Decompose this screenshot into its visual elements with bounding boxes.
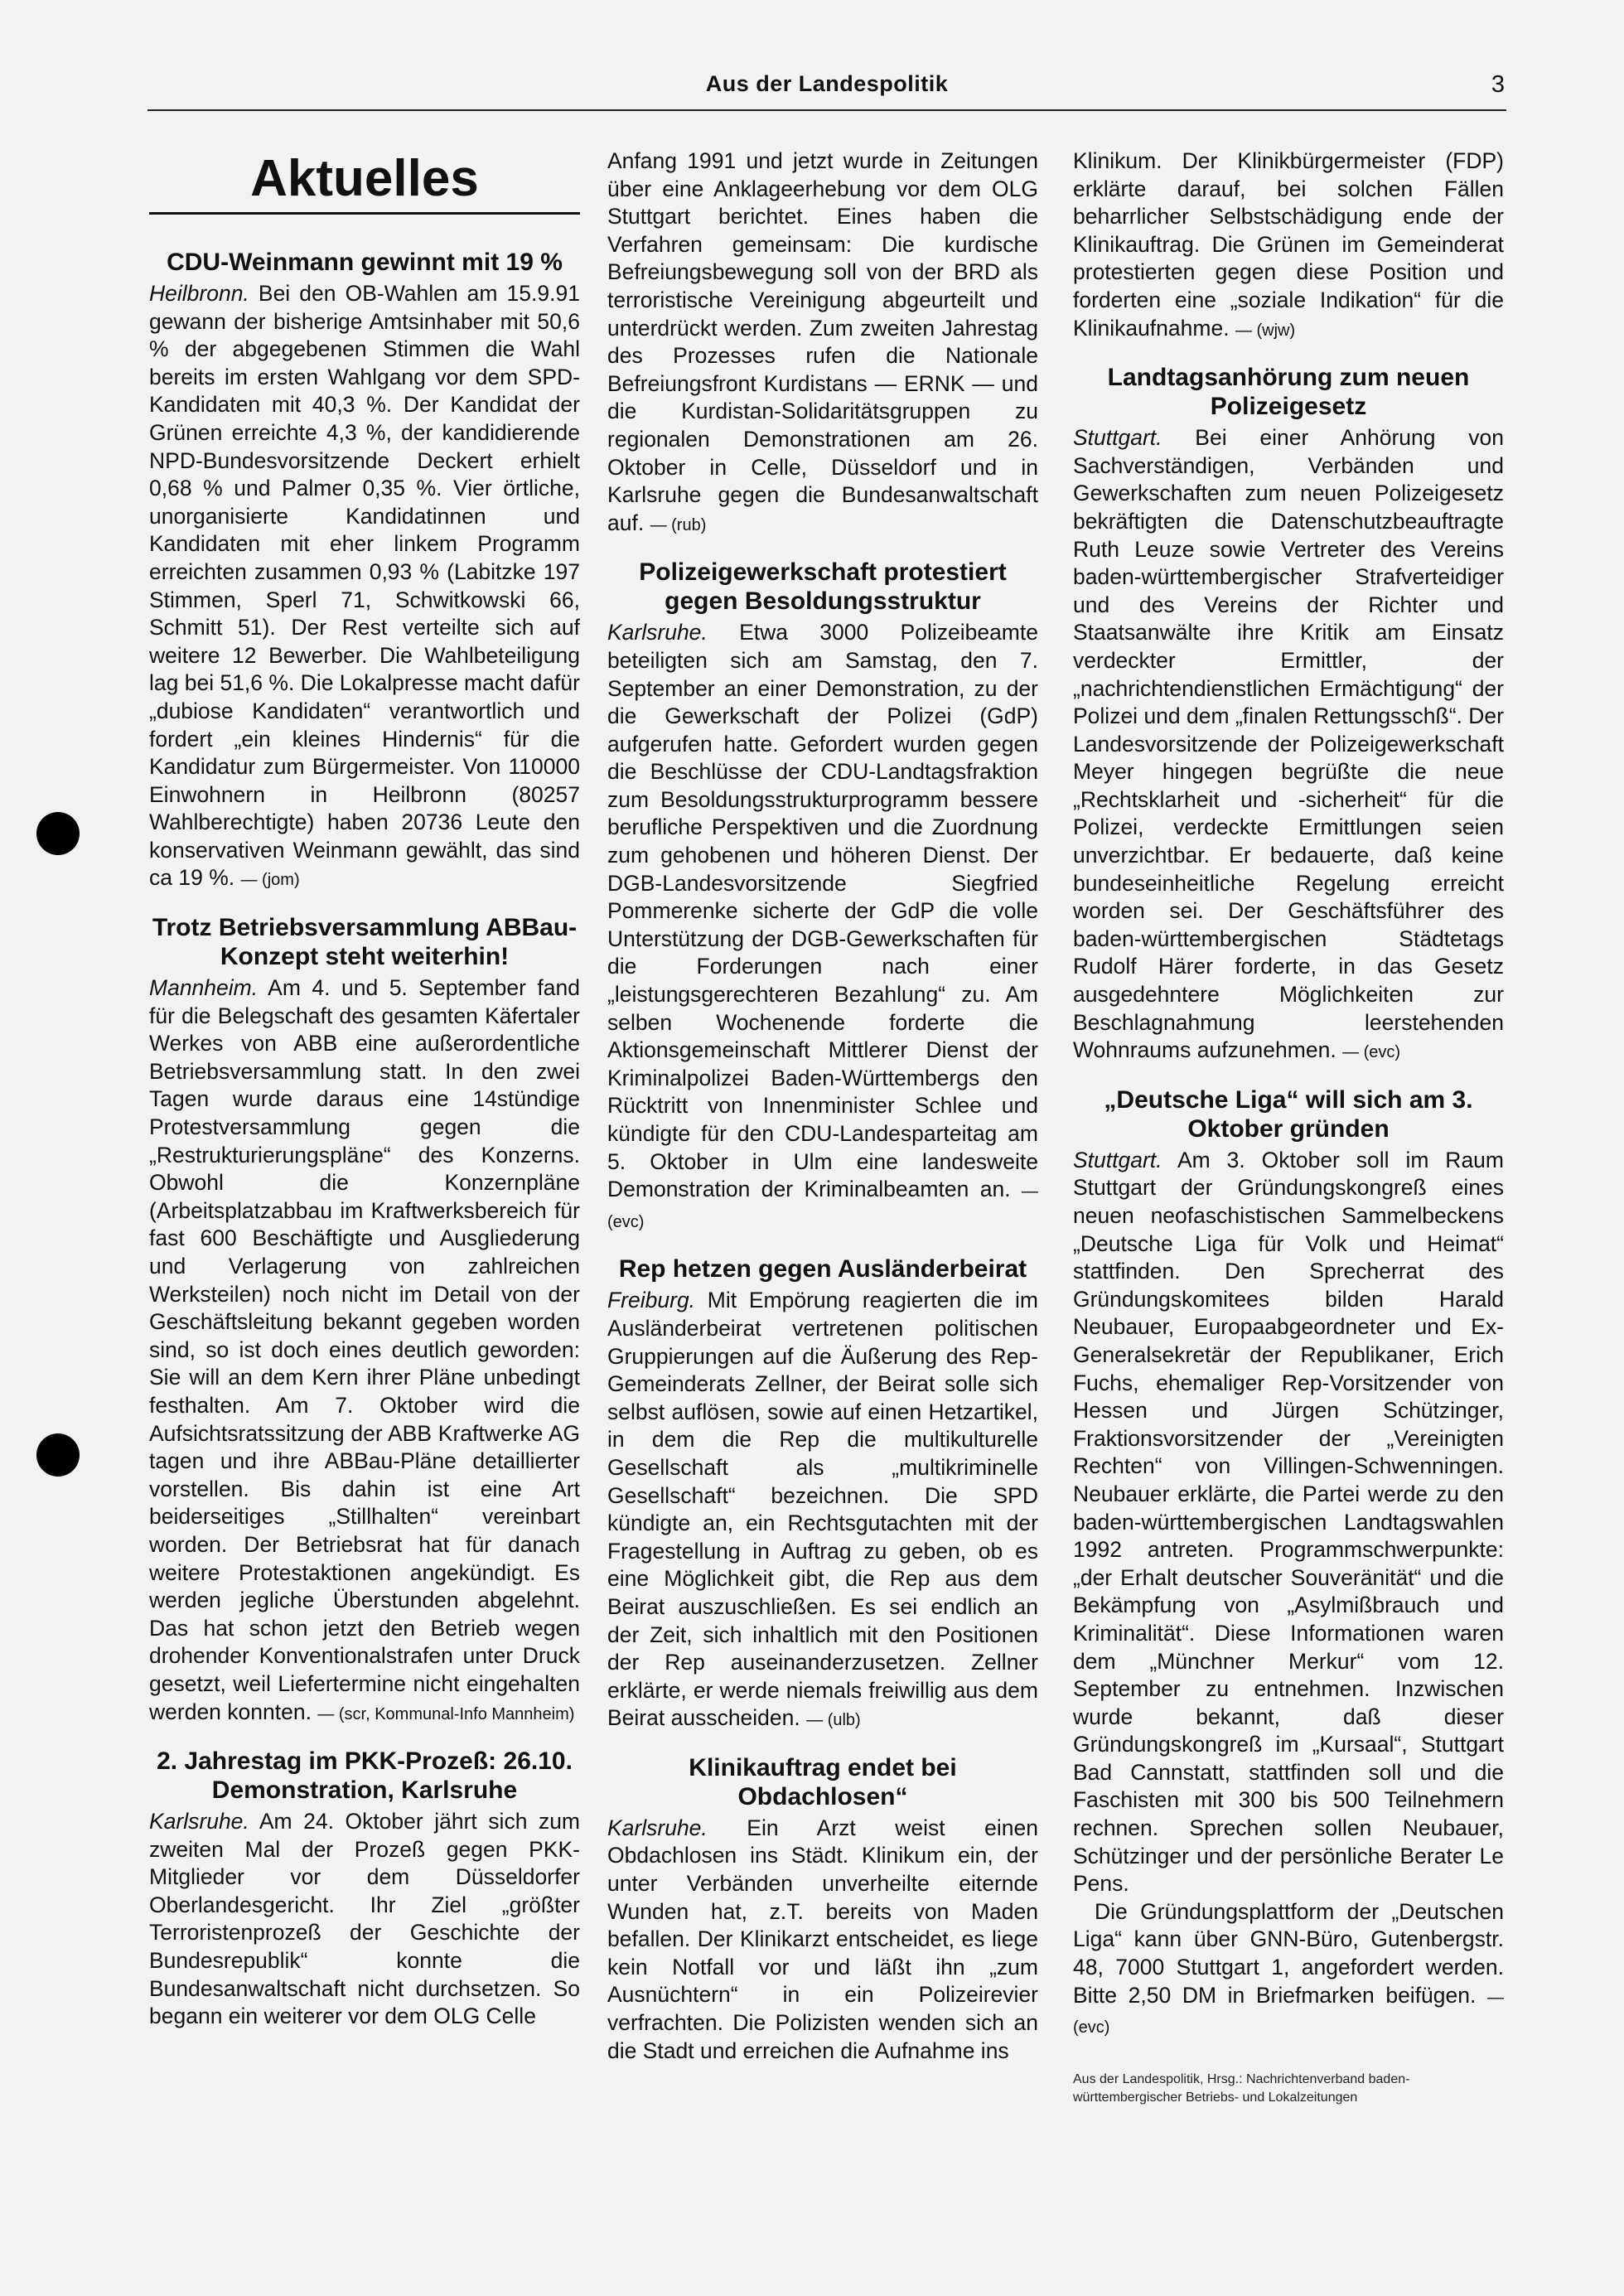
article-body	[149, 1808, 580, 2031]
column-2	[607, 147, 1038, 2083]
article-place: Karlsruhe.	[607, 1815, 708, 1840]
article-signature: — (ulb)	[806, 1711, 861, 1730]
article-body	[1073, 424, 1504, 1067]
article-place: Heilbronn.	[149, 281, 249, 306]
article-polizeigesetz	[1073, 363, 1504, 1067]
article-klinikauftrag-continued	[1073, 147, 1504, 345]
article-title: „Deutsche Liga“ will sich am 3. Oktober gründen	[1104, 1085, 1473, 1143]
article-place: Karlsruhe.	[149, 1809, 249, 1834]
article-place: Karlsruhe.	[607, 620, 708, 645]
article-signature: — (rub)	[650, 515, 707, 534]
article-body	[607, 147, 1038, 539]
article-text: Klinikum. Der Klinikbürgermeister (FDP) erklärte darauf, bei solchen Fällen beharrlicher Selbstschädigung ende der Klinikauftrag. Die Grünen im Gemeinderat protestierten gegen diese Position und forderten eine „soziale Indikation“ für die Klinikaufnahme.	[1073, 148, 1504, 341]
article-deutsche-liga	[1073, 1085, 1504, 2042]
article-title: 2. Jahrestag im PKK-Prozeß: 26.10. Demonstration, Karlsruhe	[157, 1747, 573, 1805]
article-cdu-weinmann	[149, 248, 580, 895]
article-body-paragraph-2	[1073, 1898, 1504, 2042]
article-pkk-prozess	[149, 1747, 580, 2031]
article-signature: — (jom)	[240, 871, 300, 890]
running-head: Aus der Landespolitik	[705, 71, 949, 96]
article-body	[607, 1815, 1038, 2065]
punch-hole-top	[36, 812, 80, 855]
article-place: Freiburg.	[607, 1288, 696, 1313]
article-title: Trotz Betriebsversammlung ABBau-Konzept steht weiterhin!	[152, 914, 578, 971]
article-place: Stuttgart.	[1073, 425, 1162, 451]
article-signature: — (evc)	[1073, 1988, 1504, 2037]
article-text: Am 4. und 5. September fand für die Belegschaft des gesamten Käfertaler Werkes von ABB eine außerordentliche Betriebsversammlung statt. In den zwei Tagen wurde daraus eine 14stündige Protestversammlung gegen die „Restrukturierungspläne“ des Konzerns. Obwohl die Konzernpläne (Arbeitsplatzabbau im Kraftwerksbereich für fast 600 Beschäftigte und Ausgliederung und Verlagerung von zahlreichen Werksteilen) noch nicht im Detail von der Geschäftsleitung bekannt gegeben worden sind, so ist doch eines deutlich geworden: Sie will an dem Kern ihrer Pläne unbedingt festhalten. Am 7. Oktober wird die Aufsichtsratssitzung der ABB Kraftwerke AG tagen und ihre ABBau-Pläne detaillierter vorstellen. Bis dahin ist eine Art beiderseitiges „Stillhalten“ vereinbart worden. Der Betriebsrat hat für danach weitere Protestaktionen angekündigt. Es werden jegliche Überstunden abgelehnt. Das hat schon jetzt den Betrieb wegen drohender Konventionalstrafen unter Druck gesetzt, weil Liefertermine nicht eingehalten werden konnten.	[149, 975, 580, 1724]
column-3	[1073, 147, 1504, 2107]
article-text: Bei den OB-Wahlen am 15.9.91 gewann der bisherige Amtsinhaber mit 50,6 % der abgegebenen Stimmen die Wahl bereits im ersten Wahlgang vor dem SPD-Kandidaten mit 40,3 %. Der Kandidat der Grünen erreichte 4,3 %, der kandidierende NPD-Bundesvorsitzende Deckert erhielt 0,68 % und Palmer 0,35 %. Vier örtliche, unorganisierte Kandidatinnen und Kandidaten mit eher linkem Programm erreichten zusammen 0,93 % (Labitzke 197 Stimmen, Sperl 71, Schwitkowski 66, Schmitt 51). Der Rest verteilte sich auf weitere 12 Bewerber. Die Wahlbeteiligung lag bei 51,6 %. Die Lokalpresse macht dafür „dubiose Kandidaten“ verantwortlich und fordert „ein kleines Hindernis“ für die Kandidatur zum Bürgermeister. Von 110000 Einwohnern in Heilbronn (80257 Wahlberechtigte) haben 20736 Leute den konservativen Weinmann gewählt, das sind ca 19 %.	[149, 281, 580, 891]
article-pkk-prozess-continued	[607, 147, 1038, 539]
page-number: 3	[1491, 71, 1505, 98]
article-signature: — (scr, Kommunal-Info Mannheim)	[317, 1704, 575, 1723]
article-body	[149, 280, 580, 895]
article-title: Polizeigewerkschaft protestiert gegen Besoldungsstruktur	[639, 558, 1007, 616]
article-body	[607, 1287, 1038, 1735]
article-place: Stuttgart.	[1073, 1147, 1162, 1172]
section-title: Aktuelles	[149, 151, 580, 215]
article-polizeigewerkschaft	[607, 558, 1038, 1236]
article-text: Anfang 1991 und jetzt wurde in Zeitungen über eine Anklageerhebung vor dem OLG Stuttgart berichtet. Eines haben die Verfahren gemeinsam: Die kurdische Befreiungsbewegung soll von der BRD als terroristische Vereinigung abgeurteilt und unterdrückt werden. Zum zweiten Jahrestag des Prozesses rufen die Nationale Befreiungsfront Kurdistans — ERNK — und die Kurdistan-Solidaritätsgruppen zu regionalen Demonstrationen am 26. Oktober in Celle, Düsseldorf und in Karlsruhe gegen die Bundesanwaltschaft auf.	[607, 148, 1038, 535]
article-title: Klinikauftrag endet bei Obdachlosen“	[689, 1753, 957, 1810]
column-1	[149, 147, 580, 2049]
article-title: Landtagsanhörung zum neuen Polizeigesetz	[1107, 364, 1470, 421]
article-text: Die Gründungsplattform der „Deutschen Liga“ kann über GNN-Büro, Gutenbergstr. 48, 7000 Stuttgart 1, angefordert werden. Bitte 2,50 DM in Briefmarken beifügen.	[1073, 1898, 1504, 2008]
article-text: Mit Empörung reagierten die im Ausländerbeirat vertretenen politischen Gruppierungen auf die Äußerung des Rep-Gemeinderats Zellner, der Beirat solle sich selbst auflösen, sowie auf einen Hetzartikel, in dem die Rep die multikulturelle Gesellschaft als „multikriminelle Gesellschaft“ bezeichnen. Die SPD kündigte an, ein Rechtsgutachten mit der Fragestellung in Auftrag zu geben, ob es eine Möglichkeit gibt, die Rep aus dem Beirat auszuschließen. Es sei endlich an der Zeit, sich inhaltlich mit den Positionen der Rep auseinanderzusetzen. Zellner erklärte, er werde niemals freiwillig aus dem Beirat ausscheiden.	[607, 1288, 1038, 1731]
article-text: Etwa 3000 Polizeibeamte beteiligten sich am Samstag, den 7. September an einer Demonstration, zu der die Gewerkschaft der Polizei (GdP) aufgerufen hatte. Gefordert wurden gegen die Beschlüsse der CDU-Landtagsfraktion zum Besoldungsstrukturprogramm bessere berufliche Perspektiven und die Zuordnung zum gehobenen und höheren Dienst. Der DGB-Landesvorsitzende Siegfried Pommerenke sicherte der GdP die volle Unterstützung der DGB-Gewerkschaften für die Forderungen nach einer „leistungsgerechteren Bezahlung“ zu. Am selben Wochenende forderte die Aktionsgemeinschaft Mittlerer Dienst der Kriminalpolizei Baden-Württembergs den Rücktritt von Innenminister Schlee und kündigte für den CDU-Landesparteitag am 5. Oktober in Ulm eine landesweite Demonstration der Kriminalbeamten an.	[607, 620, 1038, 1202]
article-text: Bei einer Anhörung von Sachverständigen, Verbänden und Gewerkschaften zum neuen Polizeigesetz bekräftigten die Datenschutzbeauftragte Ruth Leuze sowie Vertreter des Vereins baden-württembergischer Strafverteidiger und des Vereins der Richter und Staatsanwälte ihre Kritik am Einsatz verdeckter Ermittler, der „nachrichtendienstlichen Ermächtigung“ der Polizei und dem „finalen Rettungsschß“. Der Landesvorsitzende der Polizeigewerkschaft Meyer hingegen begrüßte die neue „Rechtsklarheit und -sicherheit“ für die Polizei, verdeckte Ermittlungen seien unverzichtbar. Er bedauerte, daß keine bundeseinheitliche Regelung erreicht worden sei. Der Geschäftsführer des baden-württembergischen Städtetags Rudolf Härer forderte, in das Gesetz ausgedehntere Möglichkeiten zur Beschlagnahmung leerstehenden Wohnraums aufzunehmen.	[1073, 425, 1504, 1063]
article-place: Mannheim.	[149, 975, 259, 1001]
article-abbau	[149, 913, 580, 1728]
article-text: Am 24. Oktober jährt sich zum zweiten Mal der Prozeß gegen PKK-Mitglieder vor dem Düsseldorfer Oberlandesgericht. Ihr Ziel „größter Terroristenprozeß der Geschichte der Bundesrepublik“ konnte die Bundesanwaltschaft nicht durchsetzen. So begann ein weiterer vor dem OLG Celle	[149, 1809, 581, 2029]
imprint: Aus der Landespolitik, Hrsg.: Nachrichtenverband baden-württembergischer Betriebs- und Lokalzeitungen	[1073, 2071, 1410, 2105]
article-text: Am 3. Oktober soll im Raum Stuttgart der Gründungskongreß eines neuen neofaschistischen Sammelbeckens „Deutsche Liga für Volk und Heimat“ stattfinden. Den Sprecherrat des Gründungskomitees bilden Harald Neubauer, Europaabgeordneter und Ex-Generalsekretär der Republikaner, Erich Fuchs, ehemaliger Rep-Vorsitzender von Hessen und Jürgen Schützinger, Fraktionsvorsitzender der „Vereinigten Rechten“ von Villingen-Schwenningen. Neubauer erklärte, die Partei werde zu den baden-württembergischen Landtagswahlen 1992 antreten. Programmschwerpunkte: „der Erhalt deutscher Souveränität“ und die Bekämpfung von „Asylmißbrauch und Kriminalität“. Diese Informationen waren dem „Münchner Merkur“ vom 12. September zu entnehmen. Inzwischen wurde bekannt, daß dieser Gründungskongreß im „Kursaal“, Stuttgart Bad Cannstatt, stattfinden soll und die Faschisten mit 300 bis 500 Teilnehmern rechnen. Sprechen sollen Neubauer, Schützinger und der persönliche Berater Le Pens.	[1073, 1147, 1504, 1897]
article-signature: — (evc)	[607, 1182, 1038, 1231]
article-title: Rep hetzen gegen Ausländerbeirat	[618, 1255, 1027, 1283]
article-rep-auslaenderbeirat	[607, 1254, 1038, 1735]
article-body	[1073, 147, 1504, 345]
article-title: CDU-Weinmann gewinnt mit 19 %	[167, 249, 563, 276]
article-signature: — (wjw)	[1235, 321, 1296, 340]
article-signature: — (evc)	[1342, 1043, 1401, 1062]
article-body	[149, 974, 580, 1728]
article-text: Ein Arzt weist einen Obdachlosen ins Städt. Klinikum ein, der unter Verbänden unverheilte eiternde Wunden hat, z.T. bereits von Maden befallen. Der Klinikarzt entscheidet, es liege kein Notfall vor und läßt ihn „zum Ausnüchtern“ in ein Polizeirevier verfrachten. Die Polizisten wenden sich an die Stadt und erreichen die Aufnahme ins	[607, 1815, 1038, 2063]
punch-hole-bottom	[36, 1433, 80, 1477]
article-body	[1073, 1147, 1504, 1898]
article-klinikauftrag	[607, 1753, 1038, 2065]
page-header	[147, 70, 1506, 111]
article-body	[607, 619, 1038, 1236]
